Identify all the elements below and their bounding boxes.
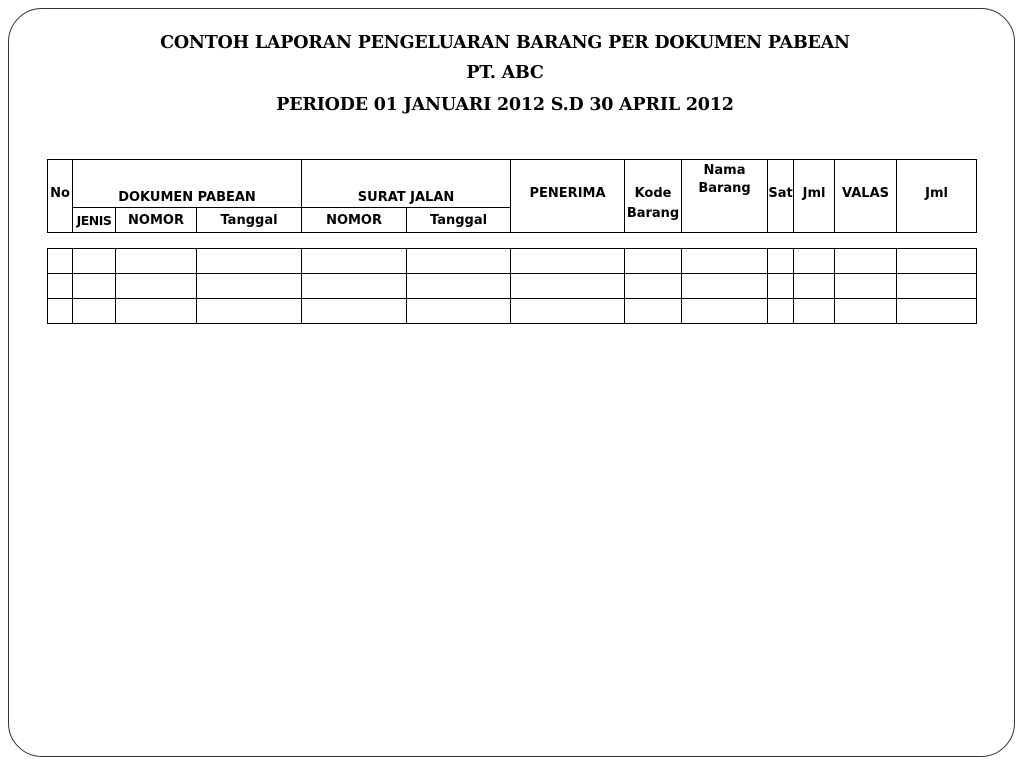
table-cell <box>768 249 794 274</box>
header-jenis: JENIS <box>73 208 116 233</box>
header-kode: Kode <box>634 186 672 201</box>
table-cell <box>682 249 768 274</box>
header-valas: VALAS <box>835 160 897 233</box>
table-cell <box>511 274 625 299</box>
header-nama: Nama <box>703 163 746 178</box>
table-cell <box>73 274 116 299</box>
table-cell <box>73 249 116 274</box>
table-cell <box>48 274 73 299</box>
header-nama-barang <box>682 160 768 233</box>
table-cell <box>835 299 897 324</box>
table-cell <box>768 299 794 324</box>
table-cell <box>682 299 768 324</box>
table-cell <box>302 274 407 299</box>
table-cell <box>48 299 73 324</box>
header-nomor-surat-jalan: NOMOR <box>302 208 407 233</box>
report-header-table <box>47 159 977 233</box>
table-cell <box>794 274 835 299</box>
table-cell <box>511 299 625 324</box>
report-period: PERIODE 01 JANUARI 2012 S.D 30 APRIL 2012 <box>276 95 734 115</box>
table-cell <box>73 299 116 324</box>
header-jml-valas: Jml <box>897 160 977 233</box>
table-cell <box>794 249 835 274</box>
table-cell <box>197 249 302 274</box>
table-cell <box>116 274 197 299</box>
table-cell <box>897 299 977 324</box>
header-surat-jalan: SURAT JALAN <box>302 160 511 208</box>
header-tanggal-dokumen: Tanggal <box>197 208 302 233</box>
table-cell <box>197 299 302 324</box>
table-cell <box>835 249 897 274</box>
table-cell <box>407 299 511 324</box>
table-cell <box>48 249 73 274</box>
table-cell <box>625 274 682 299</box>
table-cell <box>768 274 794 299</box>
table-row <box>48 249 977 274</box>
header-penerima: PENERIMA <box>511 160 625 233</box>
report-body-table <box>47 248 977 324</box>
table-cell <box>682 274 768 299</box>
company-name: PT. ABC <box>466 63 544 83</box>
header-nama-barang-label: Barang <box>698 181 751 196</box>
slide-frame <box>8 8 1015 757</box>
header-kode-barang <box>625 160 682 233</box>
table-cell <box>897 249 977 274</box>
report-title: CONTOH LAPORAN PENGELUARAN BARANG PER DOKUMEN PABEAN <box>160 33 850 53</box>
table-cell <box>511 249 625 274</box>
header-dokumen-pabean: DOKUMEN PABEAN <box>73 160 302 208</box>
table-cell <box>407 249 511 274</box>
table-cell <box>116 249 197 274</box>
header-jml: Jml <box>794 160 835 233</box>
header-tanggal-surat-jalan: Tanggal <box>407 208 511 233</box>
table-cell <box>407 274 511 299</box>
table-row <box>48 299 977 324</box>
table-cell <box>625 249 682 274</box>
table-cell <box>794 299 835 324</box>
table-cell <box>116 299 197 324</box>
table-cell <box>897 274 977 299</box>
table-row <box>48 274 977 299</box>
header-sat: Sat <box>768 160 794 233</box>
table-cell <box>835 274 897 299</box>
header-kode-barang-label: Barang <box>626 206 680 221</box>
table-cell <box>625 299 682 324</box>
table-cell <box>197 274 302 299</box>
table-cell <box>302 249 407 274</box>
table-cell <box>302 299 407 324</box>
header-nomor-dokumen: NOMOR <box>116 208 197 233</box>
header-no: No <box>48 160 73 233</box>
